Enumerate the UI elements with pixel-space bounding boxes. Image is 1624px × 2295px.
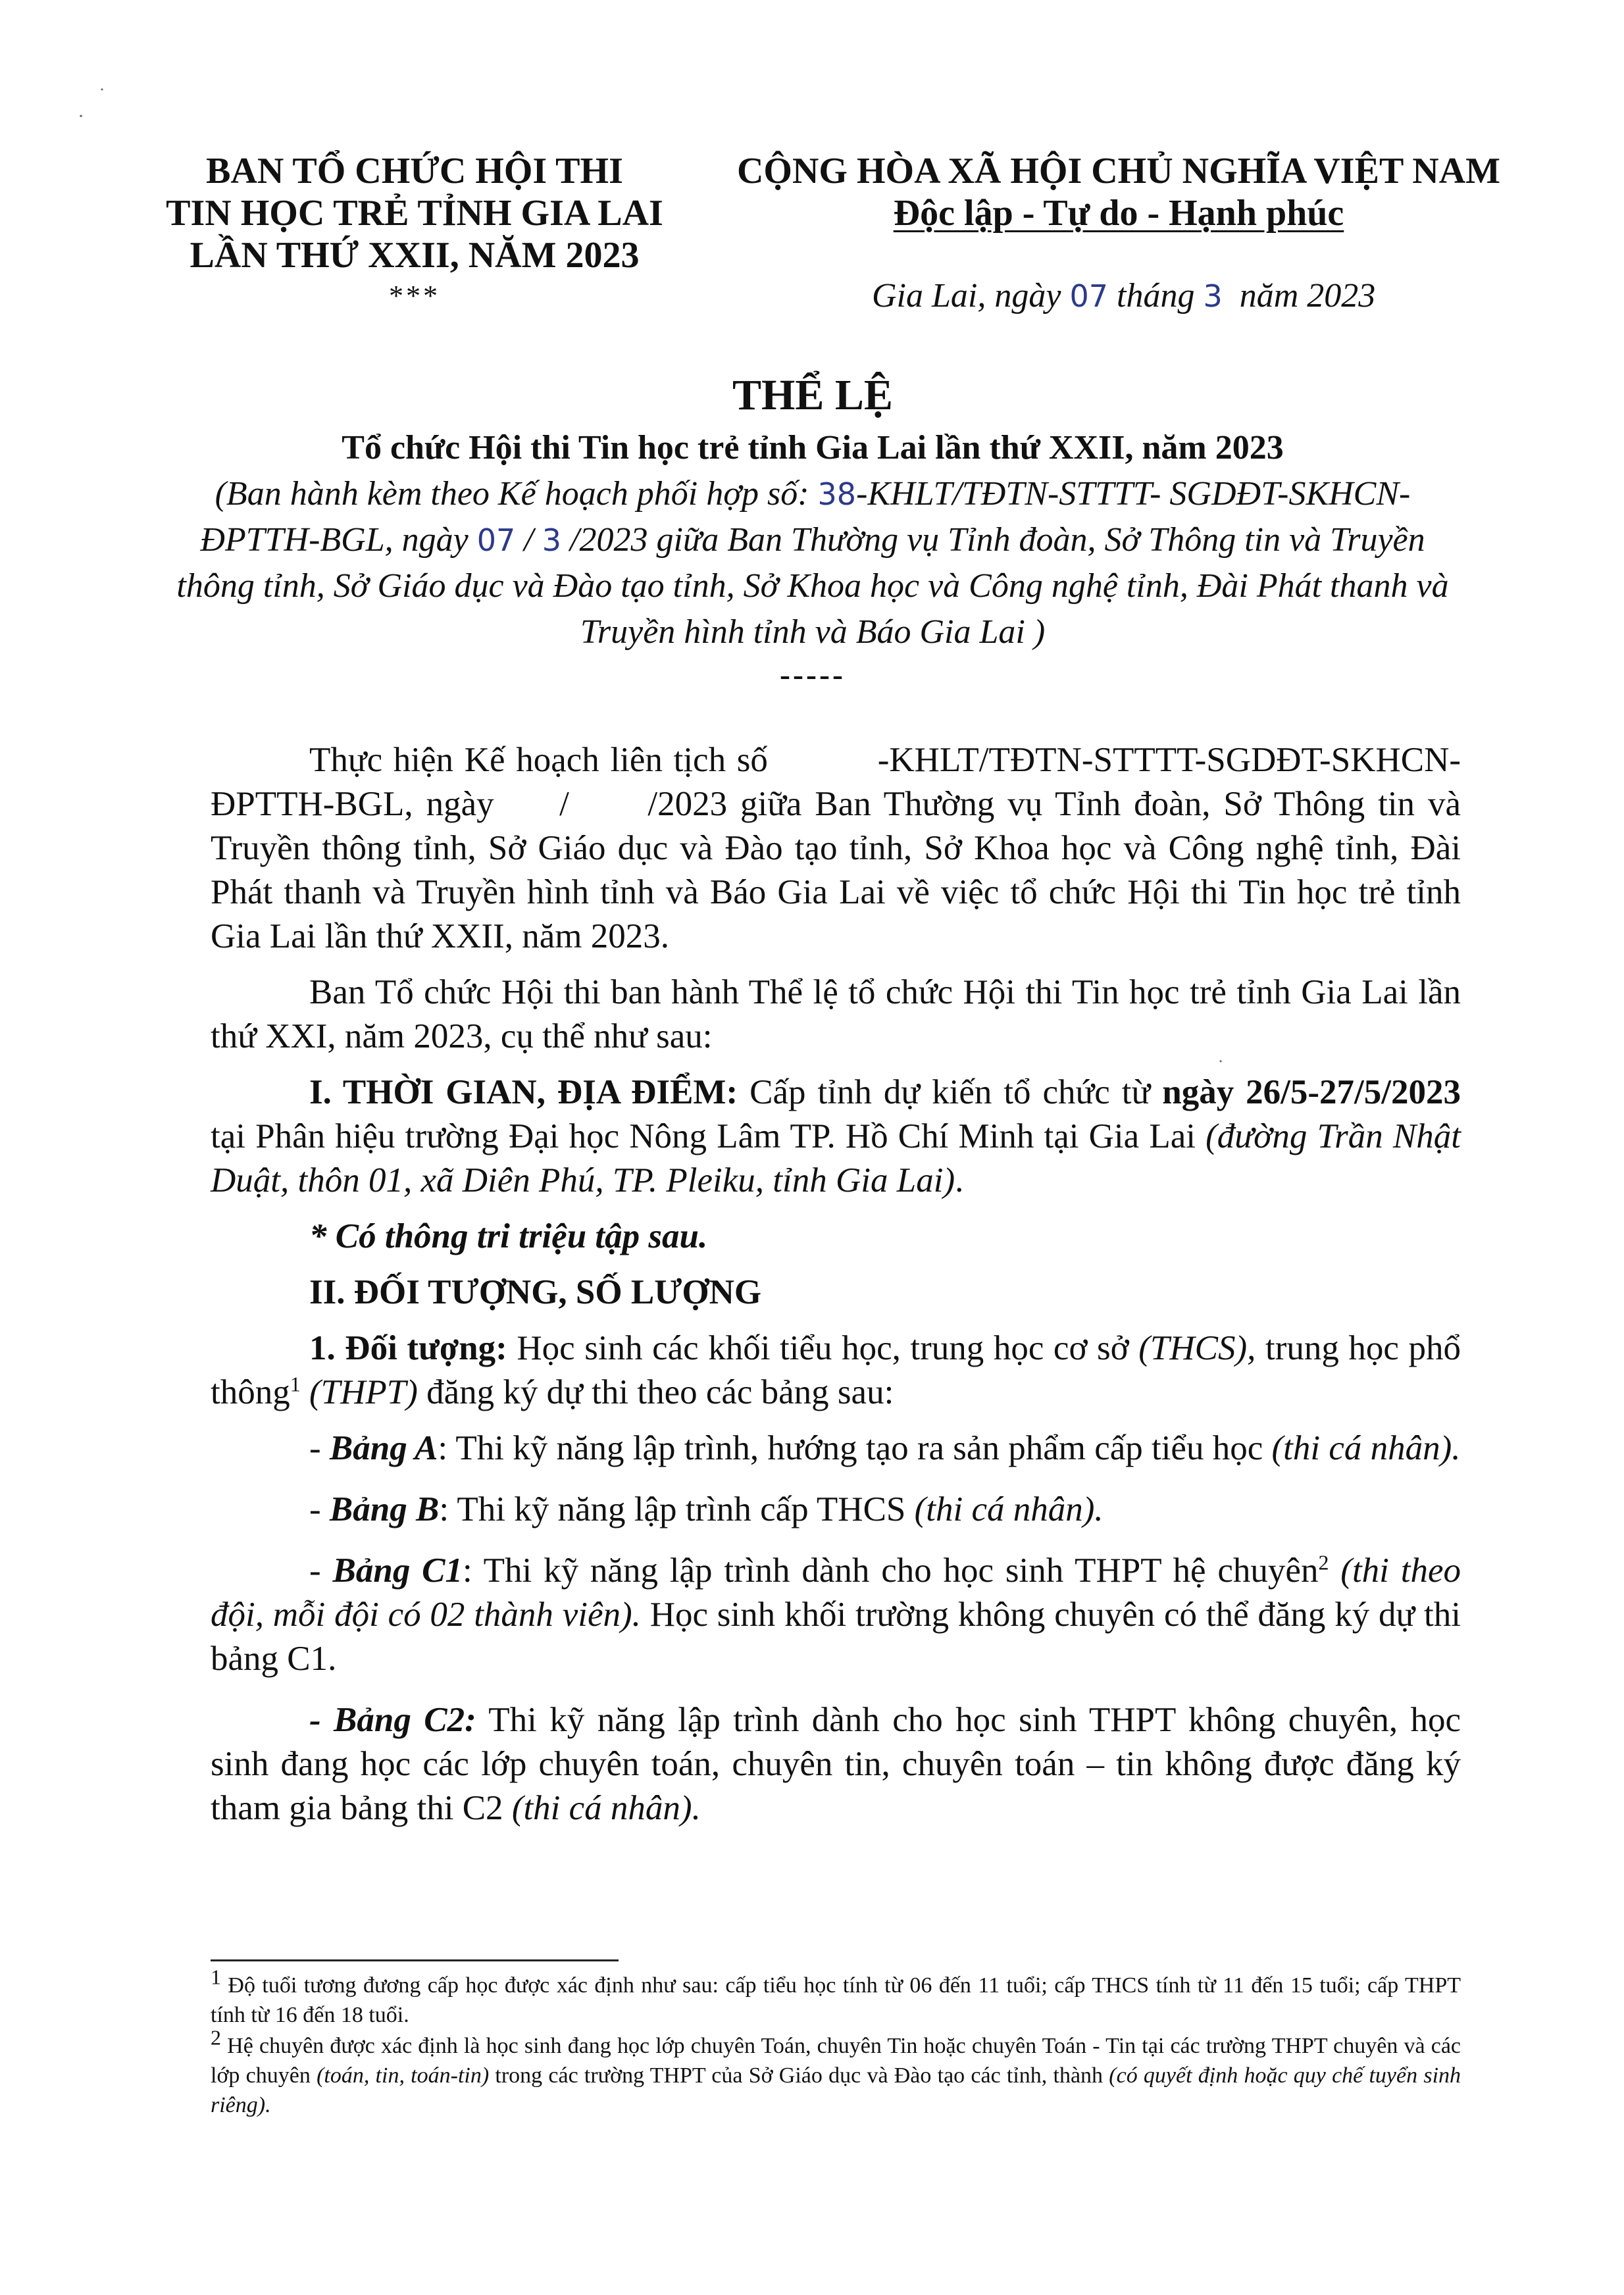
footnote-2 <box>211 2025 1461 2120</box>
national-motto: Độc lập - Tự do - Hạnh phúc <box>893 193 1344 234</box>
participants-paragraph <box>211 1326 1461 1415</box>
title-block <box>171 366 1454 695</box>
section-1-address: (đường Trần Nhật Duật, thôn 01, xã Diên Phú, TP. Pleiku, tỉnh Gia Lai) <box>211 1117 1461 1199</box>
board-c2-label: - Bảng C2: <box>309 1701 476 1739</box>
plan-number-handwritten: 38 <box>817 476 857 512</box>
issued-note-c: SGDĐT-SKHCN-ĐPTTH-BGL, ngày <box>200 475 1411 559</box>
board-a-dash: - <box>309 1429 330 1467</box>
board-c1-tail: Học sinh khối trường không chuyên có thể đăng ký dự thi bảng C1. <box>211 1596 1461 1678</box>
footnote-rule <box>211 1959 619 1961</box>
participants-label: 1. Đối tượng: <box>309 1329 507 1367</box>
issuing-body-line-3: LẦN THỨ XXII, NĂM 2023 <box>190 235 640 276</box>
footnote-2-text-d: (có quyết định hoặc quy chế tuyển sinh riêng). <box>211 2063 1461 2117</box>
issuing-body-line-2: TIN HỌC TRẺ TỈNH GIA LAI <box>166 193 663 234</box>
scan-speck: ˙ <box>99 84 105 106</box>
intro-paragraph: Thực hiện Kế hoạch liên tịch số -KHLT/TĐTN-STTTT-SGDĐT-SKHCN-ĐPTTH-BGL, ngày / /2023 giữa Ban Thường vụ Tỉnh đoàn, Sở Thông tin và Truyền thông tỉnh, Sở Giáo dục và Đào tạo tỉnh, Sở Khoa học và Công nghệ tỉnh, Đài Phát thanh và Truyền hình tỉnh và Báo Gia Lai về việc tổ chức Hội thi Tin học trẻ tỉnh Gia Lai lần thứ XXII, năm 2023. <box>211 741 1470 955</box>
footnote-2-number: 2 <box>211 2025 221 2050</box>
section-1-heading: I. THỜI GIAN, ĐỊA ĐIỂM: <box>309 1073 738 1111</box>
board-a-text: : Thi kỹ năng lập trình, hướng tạo ra sản phẩm cấp tiểu học <box>438 1429 1272 1467</box>
board-c2-note: (thi cá nhân). <box>511 1789 701 1827</box>
date-day-handwritten: 07 <box>1069 278 1108 314</box>
notice-line: * Có thông tri triệu tập sau. <box>309 1217 708 1255</box>
footnote-2-text-a: Hệ chuyên được xác định là học sinh đang học lớp chuyên Toán, chuyên Tin hoặc chuyên Toán - Tin tại các trường THPT chuyên và các lớp chuyên <box>211 2034 1461 2088</box>
participants-text-c: đăng ký dự thi theo các bảng sau: <box>417 1373 894 1411</box>
document-subtitle: Tổ chức Hội thi Tin học trẻ tỉnh Gia Lai lần thứ XXII, năm 2023 <box>342 429 1284 467</box>
plan-month-handwritten: 3 <box>542 522 562 558</box>
board-b-dash: - <box>309 1490 330 1528</box>
board-a-note: (thi cá nhân). <box>1271 1429 1461 1467</box>
board-b-item <box>211 1488 1461 1532</box>
board-a-label: Bảng A <box>329 1429 438 1467</box>
participants-thcs: (THCS), <box>1138 1329 1256 1367</box>
section-time-place <box>211 1071 1461 1203</box>
board-c1-note: (thi theo đội, mỗi đội có 02 thành viên). <box>211 1551 1461 1634</box>
board-b-note: (thi cá nhân). <box>914 1490 1104 1528</box>
date-month-label: tháng <box>1117 277 1195 315</box>
section-1-end: . <box>955 1161 964 1199</box>
section-2-heading: II. ĐỐI TƯỢNG, SỐ LƯỢNG <box>309 1273 762 1311</box>
section-1-text-a: Cấp tỉnh dự kiến tổ chức từ <box>738 1073 1163 1111</box>
national-name: CỘNG HÒA XÃ HỘI CHỦ NGHĨA VIỆT NAM <box>736 151 1501 191</box>
participants-text-a: Học sinh các khối tiểu học, trung học cơ sở <box>507 1329 1139 1367</box>
issuing-body <box>132 150 698 316</box>
footnote-2-text-c: trong các trường THPT của Sở Giáo dục và Đào tạo các tỉnh, thành <box>489 2063 1109 2088</box>
title-separator: ----- <box>780 657 846 692</box>
board-c1-dash: - <box>309 1551 333 1590</box>
board-b-label: Bảng B <box>329 1490 440 1528</box>
scan-speck: ˙ <box>1217 1056 1224 1078</box>
plan-day-handwritten: 07 <box>476 522 516 558</box>
board-c2-item <box>211 1698 1461 1830</box>
issued-note <box>171 471 1454 655</box>
document-body <box>211 738 1470 1848</box>
issued-note-d: /2023 giữa Ban Thường vụ Tỉnh đoàn, Sở Thông tin và Truyền thông tỉnh, Sở Giáo dục và Đào tạo tỉnh, Sở Khoa học và Công nghệ tỉnh, Đài Phát thanh và Truyền hình tỉnh và Báo Gia Lai ) <box>176 521 1449 651</box>
board-c1-text: : Thi kỹ năng lập trình dành cho học sinh THPT hệ chuyên <box>463 1551 1319 1590</box>
issuing-body-line-1: BAN TỔ CHỨC HỘI THI <box>206 151 623 191</box>
issuing-body-stars: *** <box>389 280 440 312</box>
footnote-1-text: Độ tuổi tương đương cấp học được xác định như sau: cấp tiểu học tính từ 06 đến 11 tuổi; cấp THCS tính từ 11 đến 15 tuổi; cấp THPT tính từ 16 đến 18 tuổi. <box>211 1973 1461 2027</box>
board-c1-label: Bảng C1 <box>332 1551 463 1590</box>
board-c1-item <box>211 1549 1461 1681</box>
board-b-text: : Thi kỹ năng lập trình cấp THCS <box>439 1490 915 1528</box>
footnote-1-number: 1 <box>211 1965 221 1989</box>
purpose-paragraph: Ban Tổ chức Hội thi ban hành Thể lệ tổ chức Hội thi Tin học trẻ tỉnh Gia Lai lần thứ XXI, năm 2023, cụ thể như sau: <box>211 973 1461 1055</box>
board-c2-text: Thi kỹ năng lập trình dành cho học sinh THPT không chuyên, học sinh đang học các lớp chuyên toán, chuyên tin, chuyên toán – tin không được đăng ký tham gia bảng thi C2 <box>211 1701 1461 1827</box>
footnote-ref-2: 2 <box>1318 1550 1329 1575</box>
footnote-1 <box>211 1965 1461 2030</box>
scan-speck: · <box>78 105 84 127</box>
board-a-item <box>211 1426 1461 1471</box>
participants-text-b: trung học phổ thông <box>211 1329 1461 1411</box>
date-year: năm 2023 <box>1239 277 1376 315</box>
date-month-handwritten: 3 <box>1203 278 1223 314</box>
issued-note-b: -KHLT/TĐTN-STTTT- <box>856 475 1161 513</box>
footnote-ref-1: 1 <box>290 1372 301 1396</box>
footnotes <box>211 1965 1461 2121</box>
section-1-date: ngày 26/5-27/5/2023 <box>1162 1073 1461 1111</box>
footnote-2-text-b: (toán, tin, toán-tin) <box>317 2063 490 2088</box>
date-prefix: Gia Lai, ngày <box>872 277 1061 315</box>
date-line <box>872 275 1464 317</box>
issued-note-a: (Ban hành kèm theo Kế hoạch phối hợp số: <box>215 475 809 513</box>
plan-date-separator: / <box>524 521 534 559</box>
document-title: THỂ LỆ <box>732 371 893 419</box>
section-1-text-b: tại Phân hiệu trường Đại học Nông Lâm TP. Hồ Chí Minh tại Gia Lai <box>211 1117 1206 1155</box>
participants-thpt: (THPT) <box>300 1373 418 1411</box>
national-heading <box>704 150 1533 234</box>
